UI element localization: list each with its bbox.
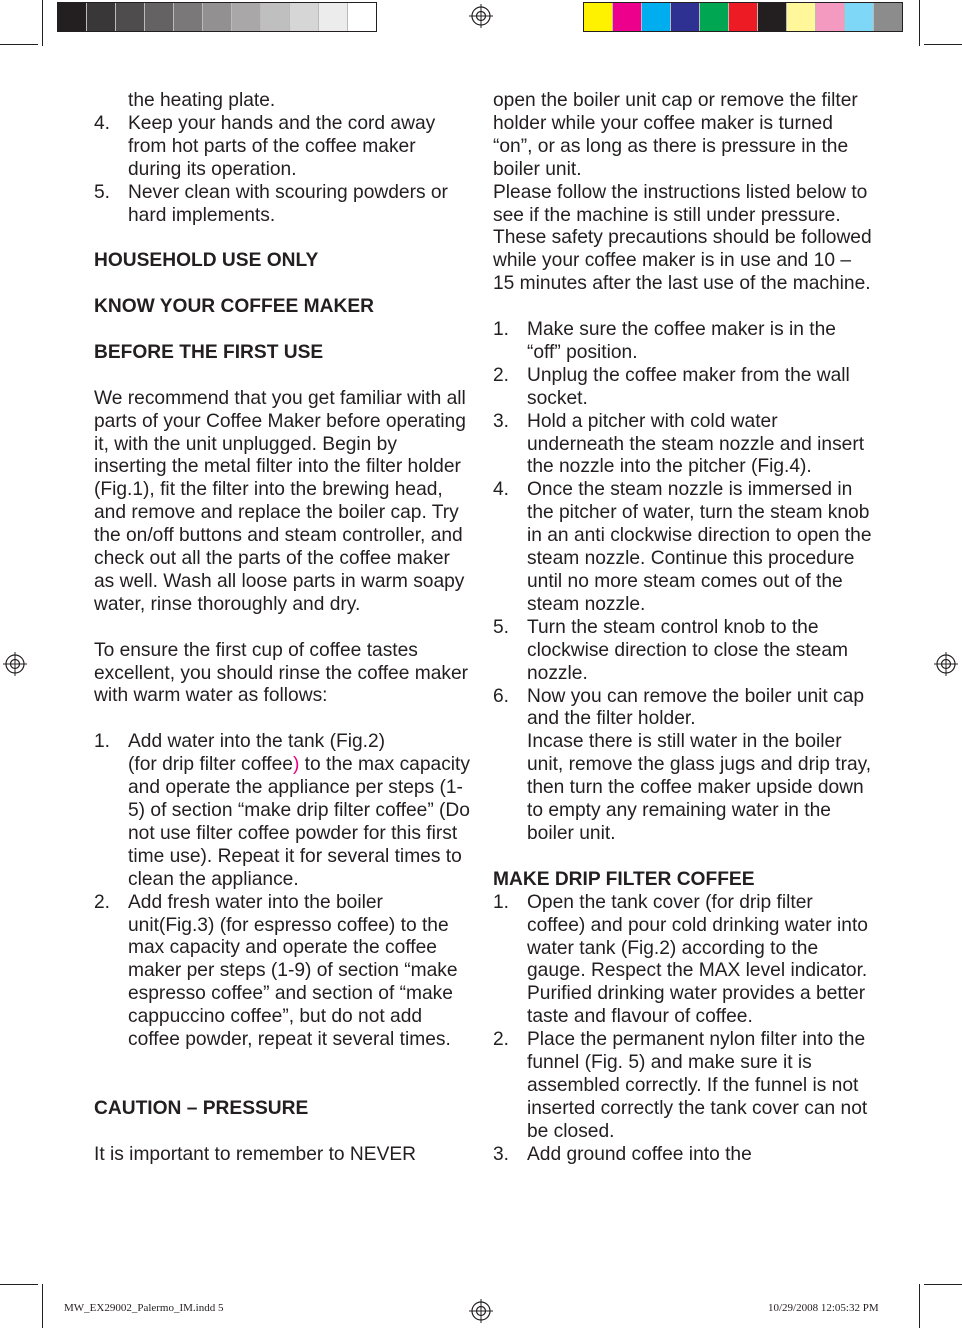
left-column [94,90,474,1166]
list-item: 2. Add fresh water into the boiler unit(Fig.3) (for espresso coffee) to the max capacity and operate the coffee maker per steps (1-9) of section “make espresso coffee” and section of “make cappuccino coffee”, but do not add coffee powder, repeat it several times. [94,891,458,1051]
pressure-list [493,319,875,846]
color-swatch [145,3,174,31]
registration-mark-icon [469,4,493,28]
registration-mark-icon [934,652,958,676]
color-swatch [319,3,348,31]
color-swatch [584,3,613,31]
color-swatch [87,3,116,31]
list-item: 1. Add water into the tank (Fig.2) (for drip filter coffee) to the max capacity and operate the appliance per steps (1-5) of section “make drip filter coffee” (Do not use filter coffee powder for this first time use). Repeat it for several times to clean the appliance. [94,731,470,890]
grayscale-color-bar [57,2,377,32]
color-swatch [232,3,261,31]
list-item: 3. Hold a pitcher with cold water underneath the steam nozzle and insert the nozzle into the pitcher (Fig.4). [493,410,865,478]
crop-mark [919,1284,920,1328]
heading-before-first-use: BEFORE THE FIRST USE [94,341,324,363]
intro-continuation: the heating plate. [128,90,276,111]
color-swatch [116,3,145,31]
drip-list [493,892,875,1167]
color-swatch [261,3,290,31]
right-column [493,90,875,1167]
color-swatch [874,3,902,31]
paragraph-incase: Incase there is still water in the boiler unit, remove the glass jugs and drip tray, then turn the coffee maker upside down to empty any remaining water in the boiler unit. [527,731,872,844]
list-item: 2. Place the permanent nylon filter into the funnel (Fig. 5) and make sure it is assembled correctly. If the funnel is not inserted correctly the tank cover can not be closed. [493,1029,868,1142]
process-color-bar [583,2,903,32]
heading-caution-pressure: CAUTION – PRESSURE [94,1097,309,1119]
heading-know-coffee-maker: KNOW YOUR COFFEE MAKER [94,296,374,318]
color-swatch [729,3,758,31]
footer-filename: MW_EX29002_Palermo_IM.indd 5 [64,1302,224,1314]
paragraph-recommend: We recommend that you get familiar with all parts of your Coffee Maker before operating it, with the unit unplugged. Begin by inserting the metal filter into the filter holder (Fig.1), fit the filter into the brewing head, and remove and replace the boiler cap. Try the on/off buttons and steam controller, and check out all the parts of the coffee maker as well. Wash all loose parts in warm soapy water, rinse thoroughly and dry. [94,387,466,615]
paragraph-open: open the boiler unit cap or remove the filter holder while your coffee maker is turned “on”, or as long as there is pressure in the boiler unit. [493,90,858,180]
list-item: 5. Never clean with scouring powders or hard implements. [94,181,448,226]
crop-mark [0,1284,38,1285]
crop-mark [42,0,43,46]
crop-mark [42,1284,43,1328]
crop-mark [919,0,920,46]
list-item: 4. Keep your hands and the cord away from hot parts of the coffee maker during its operation. [94,112,436,180]
color-swatch [290,3,319,31]
color-swatch [174,3,203,31]
color-swatch [642,3,671,31]
registration-mark-icon [469,1299,493,1323]
color-swatch [816,3,845,31]
list-item: 2. Unplug the coffee maker from the wall socket. [493,364,850,409]
color-swatch [613,3,642,31]
list-item: 1. Open the tank cover (for drip filter coffee) and pour cold drinking water into water tank (Fig.2) according to the gauge. Respect the MAX level indicator. Purified drinking water provides a better taste and flavour of coffee. [493,891,868,1028]
crop-mark [924,44,962,45]
crop-mark [924,1284,962,1285]
footer-timestamp: 10/29/2008 12:05:32 PM [768,1302,879,1314]
crop-mark [0,44,38,45]
color-swatch [58,3,87,31]
heading-make-drip-filter: MAKE DRIP FILTER COFFEE [493,868,755,890]
list-item: 4. Once the steam nozzle is immersed in the pitcher of water, turn the steam knob in an anti clockwise direction to open the steam nozzle. Continue this procedure until no more steam comes out of the steam nozzle. [493,479,872,615]
color-swatch [758,3,787,31]
list-item: 1. Make sure the coffee maker is in the “off” position. [493,319,836,363]
color-swatch [348,3,376,31]
paragraph-ensure: To ensure the first cup of coffee tastes excellent, you should rinse the coffee maker with warm water as follows: [94,639,469,707]
list-item: 6. Now you can remove the boiler unit cap and the filter holder. [493,685,865,730]
safety-list [94,113,474,228]
color-swatch [845,3,874,31]
paragraph-follow: Please follow the instructions listed below to see if the machine is still under pressure. These safety precautions should be followed while your coffee maker is in use and 10 – 15 minutes after the last use of the machine. [493,181,872,295]
paragraph-important: It is important to remember to NEVER [94,1143,417,1165]
color-swatch [203,3,232,31]
color-swatch [787,3,816,31]
heading-household-use: HOUSEHOLD USE ONLY [94,250,319,272]
list-item: 5. Turn the steam control knob to the clockwise direction to close the steam nozzle. [493,616,848,684]
list-item: 3. Add ground coffee into the [493,1143,752,1165]
registration-mark-icon [3,652,27,676]
color-swatch [700,3,729,31]
color-swatch [671,3,700,31]
